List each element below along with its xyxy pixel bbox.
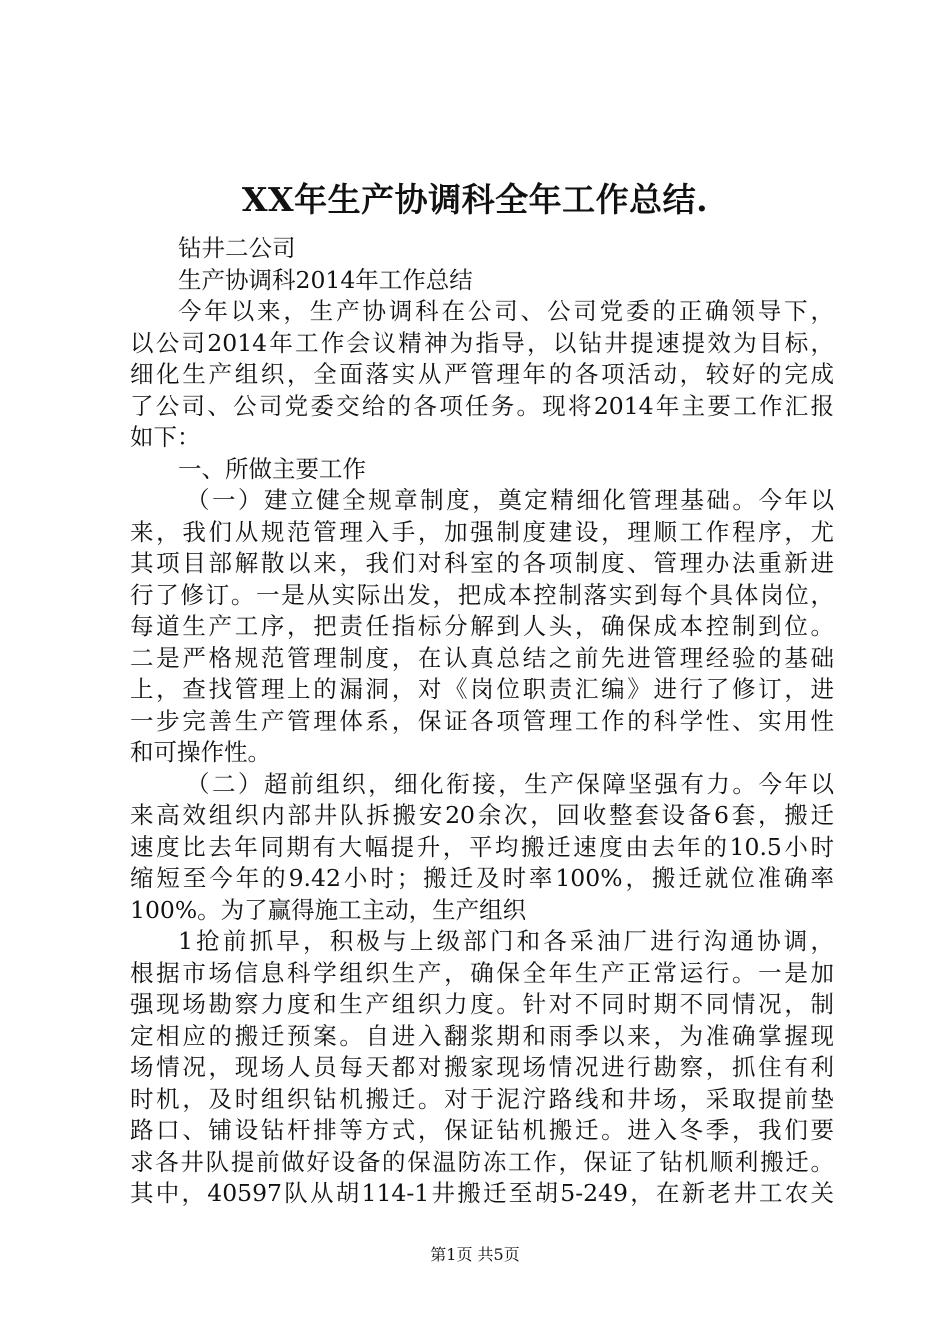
body-line: 二是严格规范管理制度，在认真总结之前先进管理经验的基础: [130, 643, 834, 672]
body-line: 一、所做主要工作: [178, 454, 366, 483]
body-line: 上，查找管理上的漏洞，对《岗位职责汇编》进行了修订，进: [130, 675, 834, 703]
body-line: 时机，及时组织钻机搬迁。对于泥泞路线和井场，采取提前垫: [130, 1084, 834, 1113]
body-line: 和可操作性。: [130, 738, 271, 766]
body-line: （二）超前组织，细化衔接，生产保障坚强有力。今年以: [186, 769, 834, 798]
body-line: 缩短至今年的9.42小时；搬迁及时率100%，搬迁就位准确率: [130, 864, 834, 892]
body-line: 每道生产工序，把责任指标分解到人头，确保成本控制到位。: [130, 612, 834, 640]
body-line: 如下：: [130, 423, 201, 451]
body-line: 来高效组织内部井队拆搬安20余次，回收整套设备6套，搬迁: [130, 801, 834, 829]
body-line: 来，我们从规范管理入手，加强制度建设，理顺工作程序，尤: [130, 517, 834, 546]
body-line: 路口、铺设钻杆排等方式，保证钻机搬迁。进入冬季，我们要: [130, 1116, 834, 1144]
body-line: 今年以来，生产协调科在公司、公司党委的正确领导下，: [178, 297, 834, 325]
document-body: [130, 233, 834, 1210]
body-line: 其中，40597队从胡114-1井搬迁至胡5-249，在新老井工农关: [130, 1179, 834, 1207]
body-line: 根据市场信息科学组织生产，确保全年生产正常运行。一是加: [130, 958, 834, 987]
body-line: 其项目部解散以来，我们对科室的各项制度、管理办法重新进: [130, 549, 834, 577]
document-title: XX年生产协调科全年工作总结.: [241, 180, 709, 219]
body-line: 100%。为了赢得施工主动，生产组织: [130, 895, 527, 924]
body-line: （一）建立健全规章制度，奠定精细化管理基础。今年以: [186, 486, 834, 514]
body-line: 场情况，现场人员每天都对搬家现场情况进行勘察，抓住有利: [130, 1053, 834, 1081]
body-line: 行了修订。一是从实际出发，把成本控制落实到每个具体岗位，: [130, 580, 834, 609]
body-line: 一步完善生产管理体系，保证各项管理工作的科学性、实用性: [130, 706, 834, 735]
body-line: 求各井队提前做好设备的保温防冻工作，保证了钻机顺利搬迁。: [130, 1147, 834, 1176]
body-line: 了公司、公司党委交给的各项任务。现将2014年主要工作汇报: [130, 391, 834, 420]
body-line: 钻井二公司: [178, 234, 296, 262]
body-line: 以公司2014年工作会议精神为指导，以钻井提速提效为目标，: [130, 328, 834, 357]
body-line: 速度比去年同期有大幅提升，平均搬迁速度由去年的10.5小时: [130, 832, 834, 861]
body-line: 强现场勘察力度和生产组织力度。针对不同时期不同情况，制: [130, 990, 834, 1018]
body-line: 定相应的搬迁预案。自进入翻浆期和雨季以来，为准确掌握现: [130, 1021, 834, 1050]
body-line: 细化生产组织，全面落实从严管理年的各项活动，较好的完成: [130, 360, 834, 388]
body-line: 1抢前抓早，积极与上级部门和各采油厂进行沟通协调，: [178, 927, 834, 955]
body-line: 生产协调科2014年工作总结: [178, 265, 473, 294]
page-number-footer: 第1页 共5页: [430, 1245, 520, 1264]
